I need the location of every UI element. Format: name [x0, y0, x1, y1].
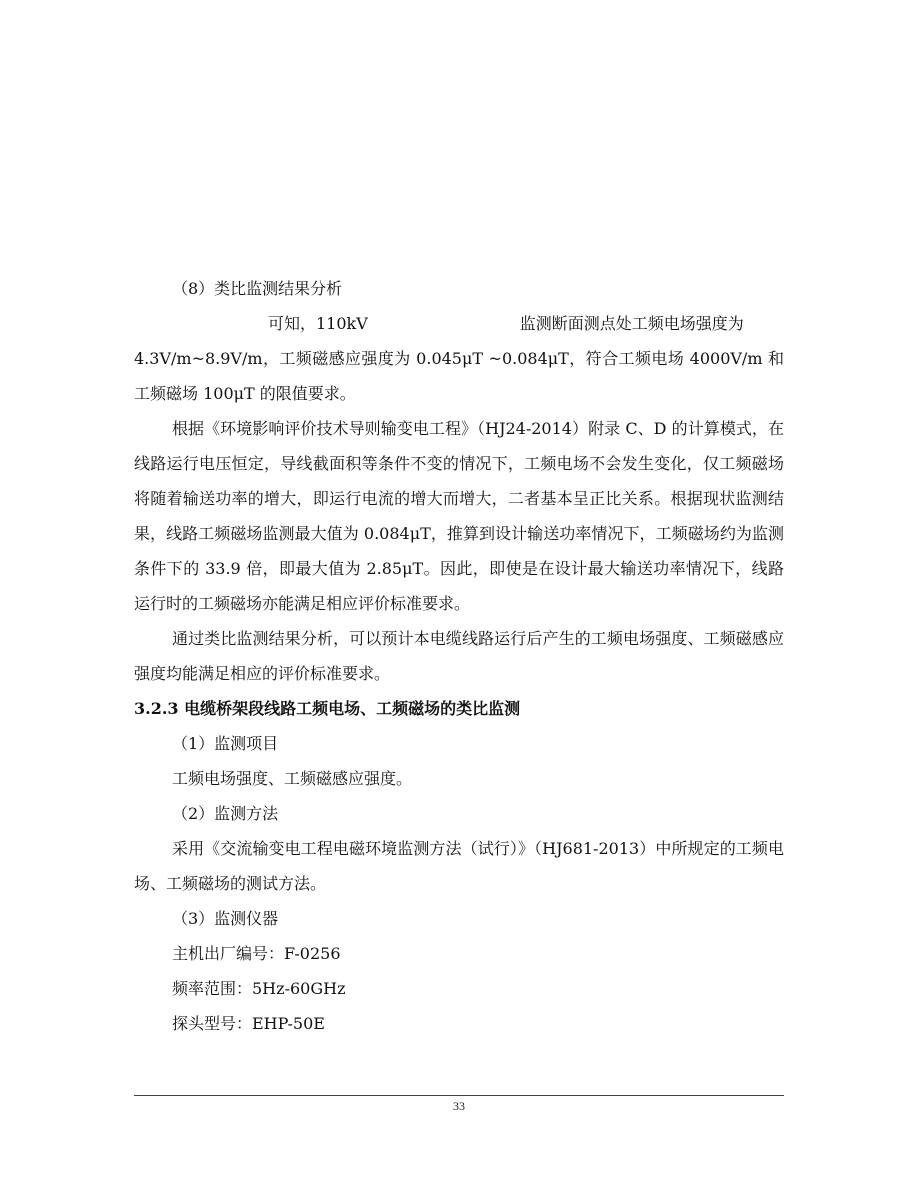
section-8-paragraph-3: 通过类比监测结果分析，可以预计本电缆线路运行后产生的工频电场强度、工频磁感应强度均能满足相应的评价标准要求。	[134, 629, 784, 683]
item-2-heading: （2）监测方法	[172, 804, 279, 823]
section-8-paragraph-2: 根据《环境影响评价技术导则输变电工程》（HJ24-2014）附录 C、D 的计算模式，在线路运行电压恒定，导线截面积等条件不变的情况下，工频电场不会发生变化，仅工频磁场将随着输送功率的增大，即运行电流的增大而增大，二者基本呈正比关系。根据现状监测结果，线路工频磁场监测最大值为 0.084μT，推算到设计输送功率情况下，工频磁场约为监测条件下的 33.9 倍，即最大值为 2.85μT。因此，即使是在设计最大输送功率情况下，线路运行时的工频磁场亦能满足相应评价标准要求。	[134, 419, 784, 613]
page-number: 33	[453, 1099, 465, 1113]
section-8-heading: （8）类比监测结果分析	[172, 279, 343, 298]
section-8-text-fragment: 可知，110kV	[268, 314, 368, 333]
item-3-heading: （3）监测仪器	[172, 909, 279, 928]
footer-divider	[134, 1095, 784, 1096]
item-1-heading: （1）监测项目	[172, 734, 279, 753]
item-3-frequency-range: 频率范围：5Hz-60GHz	[172, 979, 346, 998]
section-8-text-fragment: 监测断面测点处工频电场强度为	[519, 314, 744, 333]
item-1-text: 工频电场强度、工频磁感应强度。	[172, 769, 413, 788]
item-2-text: 采用《交流输变电工程电磁环境监测方法（试行）》（HJ681-2013）中所规定的工频电场、工频磁场的测试方法。	[134, 839, 784, 893]
item-3-serial-number: 主机出厂编号：F-0256	[172, 944, 341, 963]
item-3-probe-model: 探头型号：EHP-50E	[172, 1014, 325, 1033]
section-8-paragraph-1: 4.3V/m~8.9V/m，工频磁感应强度为 0.045μT ~0.084μT，符合工频电场 4000V/m 和工频磁场 100μT 的限值要求。	[134, 349, 784, 403]
page-body	[134, 271, 784, 1041]
section-8-paragraph-1-line-1	[134, 306, 784, 341]
section-3-2-3-heading: 3.2.3 电缆桥架段线路工频电场、工频磁场的类比监测	[134, 699, 521, 718]
